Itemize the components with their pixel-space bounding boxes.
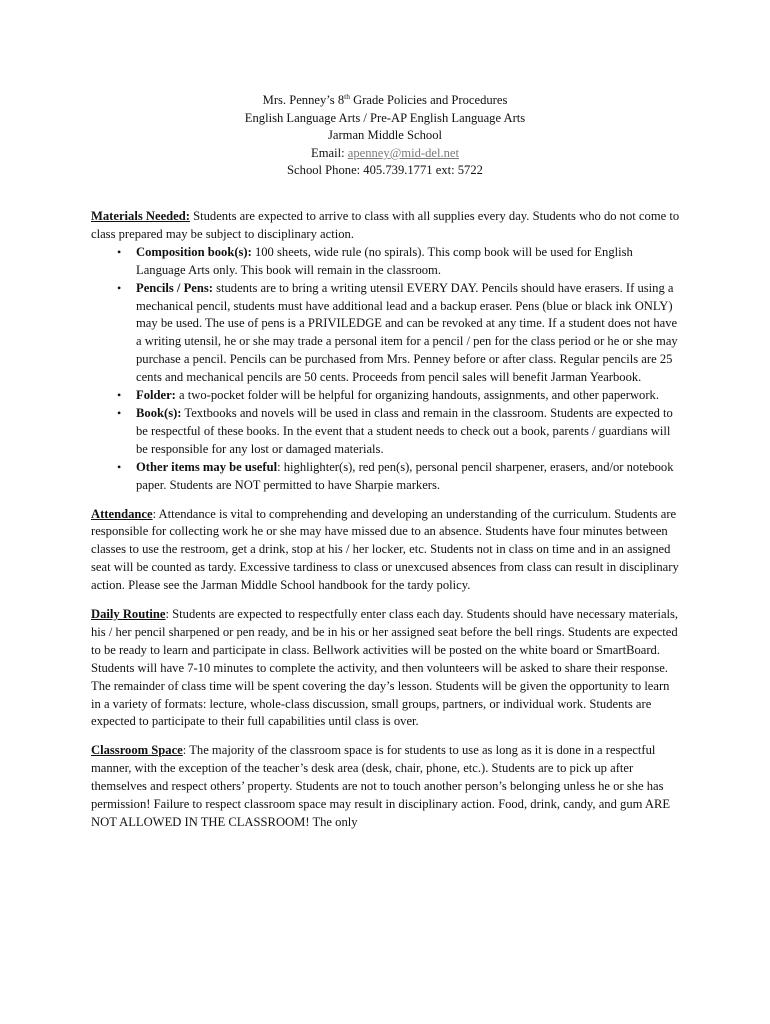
daily-routine-heading: Daily Routine [91,607,166,622]
list-item: • Book(s): Textbooks and novels will be used in class and remain in the classroom. Students are expected to be respectful of these books. In the event that a student needs to check out a book, parents / guardians will be responsible for any lost or damaged materials. [117,405,673,456]
daily-routine-text: : Students are expected to respectfully enter class each day. Students should have necessary materials, his / her pencil sharpened or pen ready, and be in his or her assigned seat before the bell rings. Students are expected to be ready to learn and participate in class. Bellwork activities will be posted on the white board or SmartBoard. Students will have 7-10 minutes to complete the activity, and then volunteers will be asked to share their response. The remainder of class time will be spent covering the day’s lesson. Students will be given the opportunity to learn in a variety of formats: lecture, whole-class discussion, small groups, partners, or individual work. Students are expected to participate to their full capabilities until class is over. [91,607,679,729]
email-link[interactable]: apenney@mid-del.net [347,145,459,160]
document-body [91,208,681,843]
bullet-icon: • [117,280,122,295]
email-line: Email: apenney@mid-del.net [311,145,459,160]
classroom-space-section [91,742,681,832]
school-line: Jarman Middle School [327,128,443,143]
attendance-section [91,506,681,596]
title-line: Mrs. Penney’s 8th Grade Policies and Procedures [262,92,508,107]
course-line: English Language Arts / Pre-AP English Language Arts [244,110,526,125]
attendance-text: : Attendance is vital to comprehending and developing an understanding of the curriculum. Students are responsible for collecting work he or she may have missed due to an absence. Students have four minutes between classes to use the restroom, get a drink, stop at his / her locker, etc. Students not in class on time and in an assigned seat will be counted as tardy. Excessive tardiness to class or unexcused absences from class can result in disciplinary action. Please see the Jarman Middle School handbook for the tardy policy. [91,506,679,593]
bullet-icon: • [117,244,122,259]
materials-heading: Materials Needed: [91,209,190,223]
materials-list [91,244,681,495]
phone-line: School Phone: 405.739.1771 ext: 5722 [287,163,483,178]
materials-intro: Materials Needed: Students are expected to arrive to class with all supplies every day. Students who do not come to class prepared may be subject to disciplinary action. [91,209,680,241]
list-item: • Pencils / Pens: students are to bring a writing utensil EVERY DAY. Pencils should have erasers. If using a mechanical pencil, students must have additional lead and a backup eraser. Pens (blue or black ink ONLY) may be used. The use of pens is a PRIVILEDGE and can be revoked at any time. If a student does not have a writing utensil, he or she may trade a personal item for a pencil / pen for the class period or he or she may purchase a pencil. Pencils can be purchased from Mrs. Penney before or after class. Regular pencils are 25 cents and mechanical pencils are 50 cents. Proceeds from pencil sales will benefit Jarman Yearbook. [117,280,678,385]
bullet-icon: • [117,459,122,474]
document-header [0,92,770,180]
list-item: • Composition book(s): 100 sheets, wide rule (no spirals). This comp book will be used for English Language Arts only. This book will remain in the classroom. [117,244,633,277]
classroom-space-heading: Classroom Space [91,743,183,758]
bullet-icon: • [117,405,122,420]
attendance-heading: Attendance [91,506,153,521]
materials-section [91,208,681,495]
list-item: • Other items may be useful: highlighter(s), red pen(s), personal pencil sharpener, erasers, and/or notebook paper. Students are NOT permitted to have Sharpie markers. [117,459,674,492]
daily-routine-section [91,606,681,731]
list-item: • Folder: a two-pocket folder will be helpful for organizing handouts, assignments, and other paperwork. [136,387,681,405]
classroom-space-text: : The majority of the classroom space is for students to use as long as it is done in a respectful manner, with the exception of the teacher’s desk area (desk, chair, phone, etc.). Students are to pick up after themselves and respect others’ property. Students are not to touch another person’s belonging unless he or she has permission! Failure to respect classroom space may result in disciplinary action. Food, drink, candy, and gum ARE NOT ALLOWED IN THE CLASSROOM! The only [91,743,671,829]
bullet-icon: • [117,388,122,403]
